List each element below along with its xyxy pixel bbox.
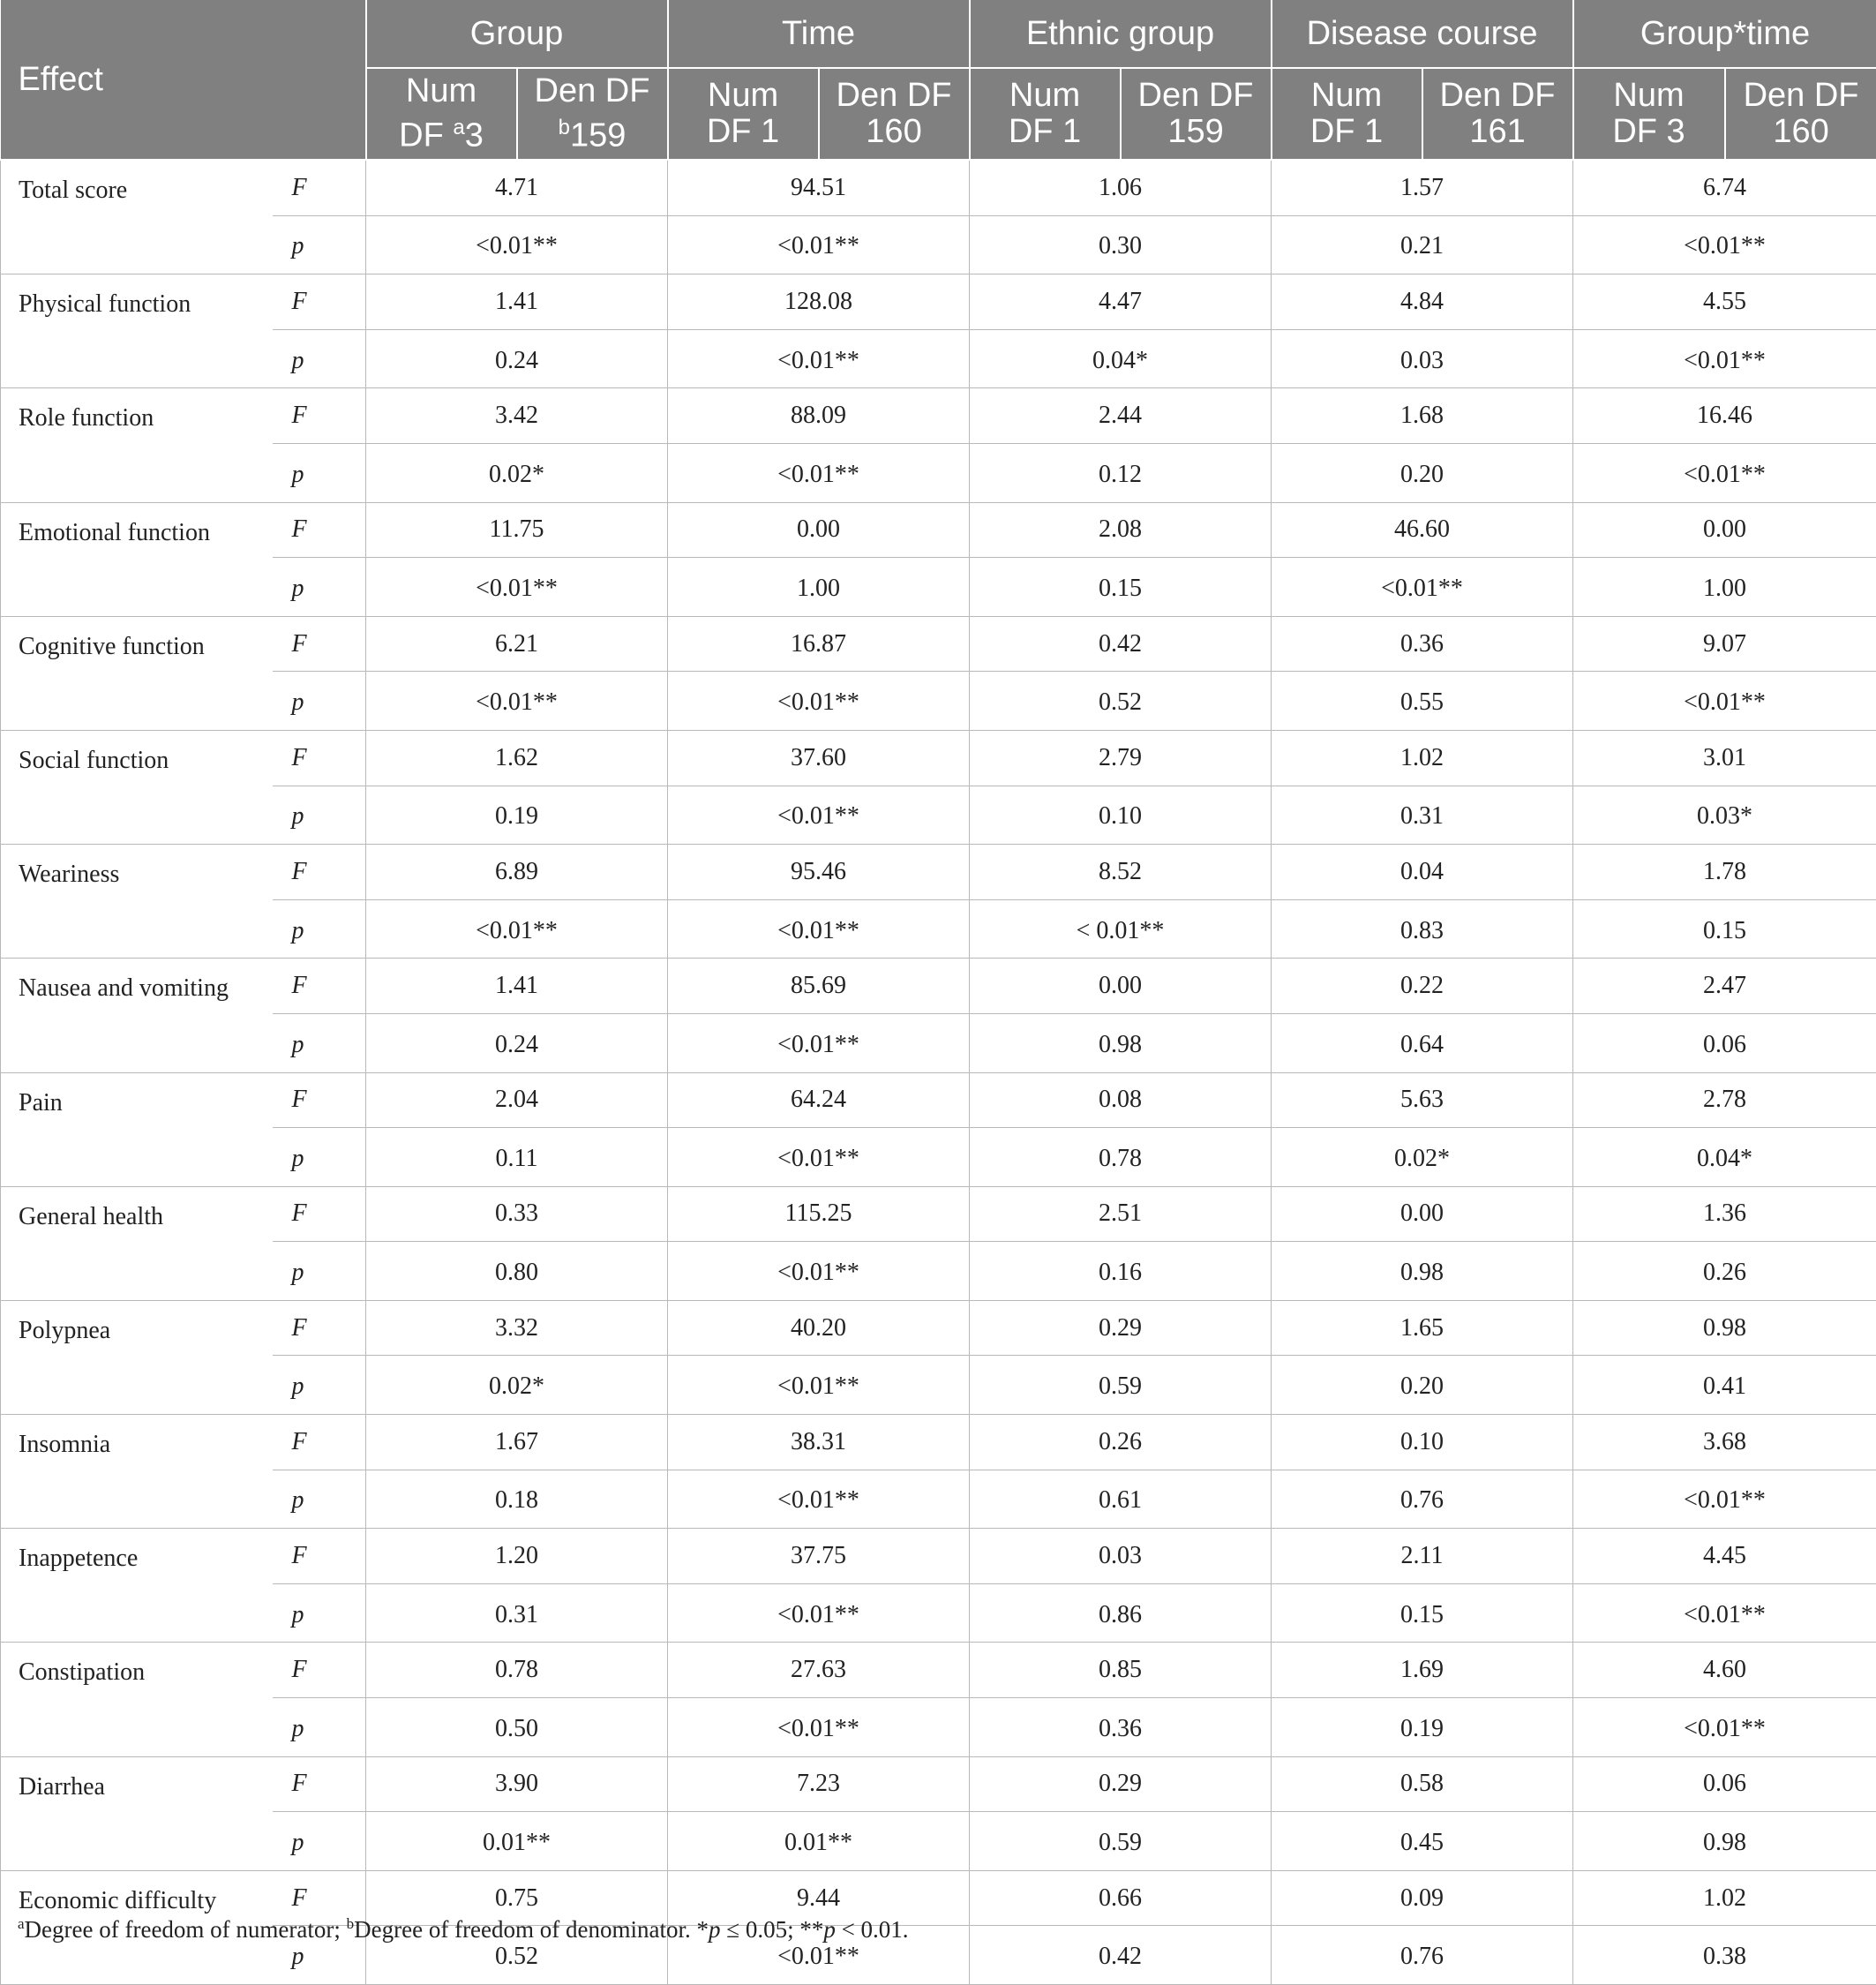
p-value-cell: 1.00 (1573, 558, 1876, 617)
time-num-df-header: Num DF 1 (668, 68, 819, 160)
p-value-cell: 0.02* (1272, 1128, 1573, 1187)
f-value-cell: 94.51 (668, 160, 970, 215)
f-value-cell: 1.02 (1573, 1870, 1876, 1926)
effect-name: Weariness (1, 845, 273, 959)
f-value-cell: 2.04 (366, 1072, 668, 1128)
f-value-cell: 3.68 (1573, 1415, 1876, 1470)
f-value-cell: 115.25 (668, 1186, 970, 1242)
p-value-label: p (273, 899, 366, 959)
p-value-label: p (273, 1013, 366, 1072)
table-row (1, 558, 1876, 617)
p-value-cell: <0.01** (668, 786, 970, 845)
f-value-cell: 0.33 (366, 1186, 668, 1242)
f-value-cell: 16.87 (668, 616, 970, 672)
table-row (1, 1013, 1876, 1072)
table-row (1, 274, 1876, 330)
p-value-cell: <0.01** (1573, 672, 1876, 731)
group-header: Group (366, 0, 668, 68)
p-value-cell: <0.01** (1573, 443, 1876, 502)
p-value-cell: <0.01** (1573, 329, 1876, 388)
p-value-cell: <0.01** (668, 1698, 970, 1757)
effect-name: Insomnia (1, 1415, 273, 1529)
f-statistic-label: F (273, 388, 366, 444)
p-value-cell: 0.64 (1272, 1013, 1573, 1072)
table-row (1, 443, 1876, 502)
f-value-cell: 37.60 (668, 730, 970, 786)
p-value-cell: 0.42 (970, 1926, 1272, 1985)
effect-name: Nausea and vomiting (1, 959, 273, 1072)
f-value-cell: 0.78 (366, 1643, 668, 1698)
f-value-cell: 8.52 (970, 845, 1272, 900)
p-value-cell: 0.76 (1272, 1926, 1573, 1985)
f-value-cell: 0.00 (1573, 502, 1876, 558)
f-value-cell: 85.69 (668, 959, 970, 1014)
p-value-cell: 0.12 (970, 443, 1272, 502)
f-value-cell: 0.22 (1272, 959, 1573, 1014)
f-value-cell: 1.57 (1272, 160, 1573, 215)
p-value-cell: <0.01** (668, 1128, 970, 1187)
p-value-cell: <0.01** (668, 1013, 970, 1072)
p-value-cell: 0.45 (1272, 1812, 1573, 1871)
effect-name: Emotional function (1, 502, 273, 616)
f-value-cell: 0.09 (1272, 1870, 1573, 1926)
p-value-cell: 0.19 (1272, 1698, 1573, 1757)
f-value-cell: 1.36 (1573, 1186, 1876, 1242)
p-value-cell: 0.20 (1272, 1356, 1573, 1415)
table-row (1, 1186, 1876, 1242)
f-statistic-label: F (273, 160, 366, 215)
f-value-cell: 6.89 (366, 845, 668, 900)
p-value-cell: 0.04* (970, 329, 1272, 388)
ethnic-num-df-header: Num DF 1 (970, 68, 1121, 160)
p-value-label: p (273, 443, 366, 502)
time-header: Time (668, 0, 970, 68)
table-row (1, 1356, 1876, 1415)
f-value-cell: 9.07 (1573, 616, 1876, 672)
f-value-cell: 4.84 (1272, 274, 1573, 330)
table-row (1, 1812, 1876, 1871)
f-statistic-label: F (273, 1643, 366, 1698)
f-statistic-label: F (273, 730, 366, 786)
f-statistic-label: F (273, 1870, 366, 1926)
p-value-cell: < 0.01** (970, 899, 1272, 959)
p-value-cell: 0.24 (366, 329, 668, 388)
f-value-cell: 1.67 (366, 1415, 668, 1470)
p-value-cell: 0.10 (970, 786, 1272, 845)
p-value-cell: <0.01** (668, 672, 970, 731)
f-value-cell: 38.31 (668, 1415, 970, 1470)
f-value-cell: 2.08 (970, 502, 1272, 558)
effect-name: Cognitive function (1, 616, 273, 730)
ethnic-group-header: Ethnic group (970, 0, 1272, 68)
p-value-cell: 0.98 (970, 1013, 1272, 1072)
disease-course-header: Disease course (1272, 0, 1573, 68)
p-value-cell: <0.01** (1573, 215, 1876, 274)
table-header (1, 0, 1876, 160)
p-value-cell: 0.80 (366, 1242, 668, 1301)
f-value-cell: 0.58 (1272, 1756, 1573, 1812)
p-value-label: p (273, 329, 366, 388)
p-value-cell: <0.01** (668, 443, 970, 502)
f-value-cell: 27.63 (668, 1643, 970, 1698)
table-row (1, 1072, 1876, 1128)
p-value-cell: <0.01** (668, 1583, 970, 1643)
table-row (1, 329, 1876, 388)
f-value-cell: 37.75 (668, 1529, 970, 1584)
f-statistic-label: F (273, 845, 366, 900)
f-value-cell: 2.44 (970, 388, 1272, 444)
f-value-cell: 1.41 (366, 959, 668, 1014)
f-value-cell: 0.66 (970, 1870, 1272, 1926)
p-value-label: p (273, 1470, 366, 1529)
f-value-cell: 0.00 (970, 959, 1272, 1014)
p-value-cell: <0.01** (366, 215, 668, 274)
f-value-cell: 0.42 (970, 616, 1272, 672)
disease-num-df-header: Num DF 1 (1272, 68, 1422, 160)
table-row (1, 1242, 1876, 1301)
f-value-cell: 0.08 (970, 1072, 1272, 1128)
f-value-cell: 0.03 (970, 1529, 1272, 1584)
f-statistic-label: F (273, 502, 366, 558)
table-row (1, 616, 1876, 672)
effect-name: Pain (1, 1072, 273, 1186)
f-value-cell: 6.74 (1573, 160, 1876, 215)
p-value-cell: 1.00 (668, 558, 970, 617)
table-row (1, 160, 1876, 215)
effect-name: Polypnea (1, 1300, 273, 1414)
p-value-label: p (273, 558, 366, 617)
p-value-cell: 0.11 (366, 1128, 668, 1187)
effect-name: Role function (1, 388, 273, 502)
f-value-cell: 4.60 (1573, 1643, 1876, 1698)
table-row (1, 1756, 1876, 1812)
f-value-cell: 5.63 (1272, 1072, 1573, 1128)
f-value-cell: 128.08 (668, 274, 970, 330)
p-value-cell: 0.55 (1272, 672, 1573, 731)
p-value-cell: <0.01** (668, 899, 970, 959)
grouptime-num-df-header: Num DF 3 (1573, 68, 1725, 160)
f-value-cell: 2.47 (1573, 959, 1876, 1014)
group-num-df-header: Num DF $^a$3 (366, 68, 517, 160)
f-value-cell: 1.02 (1272, 730, 1573, 786)
effect-name: Inappetence (1, 1529, 273, 1643)
p-value-cell: 0.24 (366, 1013, 668, 1072)
ethnic-den-df-header: Den DF 159 (1121, 68, 1272, 160)
f-value-cell: 0.29 (970, 1300, 1272, 1356)
p-value-label: p (273, 1242, 366, 1301)
p-value-cell: 0.19 (366, 786, 668, 845)
table-row (1, 1415, 1876, 1470)
f-value-cell: 88.09 (668, 388, 970, 444)
p-value-cell: 0.15 (970, 558, 1272, 617)
time-den-df-header: Den DF 160 (819, 68, 970, 160)
p-value-cell: 0.59 (970, 1812, 1272, 1871)
f-value-cell: 3.90 (366, 1756, 668, 1812)
f-statistic-label: F (273, 274, 366, 330)
table-row (1, 502, 1876, 558)
table-row (1, 786, 1876, 845)
table-row (1, 1529, 1876, 1584)
p-value-cell: 0.41 (1573, 1356, 1876, 1415)
p-value-cell: 0.20 (1272, 443, 1573, 502)
p-value-cell: 0.83 (1272, 899, 1573, 959)
group-time-header: Group*time (1573, 0, 1876, 68)
p-value-label: p (273, 1812, 366, 1871)
f-value-cell: 4.55 (1573, 274, 1876, 330)
f-value-cell: 95.46 (668, 845, 970, 900)
p-value-label: p (273, 1128, 366, 1187)
disease-den-df-header: Den DF 161 (1422, 68, 1573, 160)
f-value-cell: 1.62 (366, 730, 668, 786)
f-value-cell: 1.41 (366, 274, 668, 330)
f-value-cell: 16.46 (1573, 388, 1876, 444)
table-row (1, 1470, 1876, 1529)
table-row (1, 1698, 1876, 1757)
table-footnote: $^a$Degree of freedom of numerator; $^b$Degree of freedom of denominator. *p ≤ 0.05; **p < 0.01. (18, 1915, 909, 1944)
effect-name: Social function (1, 730, 273, 844)
f-value-cell: 4.45 (1573, 1529, 1876, 1584)
f-statistic-label: F (273, 1186, 366, 1242)
f-value-cell: 0.98 (1573, 1300, 1876, 1356)
p-value-cell: <0.01** (366, 672, 668, 731)
p-value-cell: 0.16 (970, 1242, 1272, 1301)
f-value-cell: 0.75 (366, 1870, 668, 1926)
p-value-cell: <0.01** (1573, 1470, 1876, 1529)
p-value-cell: 0.98 (1573, 1812, 1876, 1871)
p-value-cell: <0.01** (668, 1926, 970, 1985)
p-value-cell: 0.50 (366, 1698, 668, 1757)
f-value-cell: 2.51 (970, 1186, 1272, 1242)
p-value-cell: 0.30 (970, 215, 1272, 274)
p-value-label: p (273, 786, 366, 845)
p-value-cell: <0.01** (668, 1242, 970, 1301)
table-row (1, 899, 1876, 959)
f-value-cell: 0.00 (1272, 1186, 1573, 1242)
f-value-cell: 4.47 (970, 274, 1272, 330)
f-value-cell: 7.23 (668, 1756, 970, 1812)
p-value-cell: <0.01** (668, 329, 970, 388)
f-value-cell: 6.21 (366, 616, 668, 672)
p-value-cell: 0.38 (1573, 1926, 1876, 1985)
f-value-cell: 1.69 (1272, 1643, 1573, 1698)
f-value-cell: 0.00 (668, 502, 970, 558)
p-value-cell: 0.06 (1573, 1013, 1876, 1072)
p-value-cell: 0.36 (970, 1698, 1272, 1757)
f-value-cell: 40.20 (668, 1300, 970, 1356)
p-value-cell: 0.01** (668, 1812, 970, 1871)
p-value-cell: 0.76 (1272, 1470, 1573, 1529)
table-row (1, 1300, 1876, 1356)
effect-name: General health (1, 1186, 273, 1300)
p-value-label: p (273, 1583, 366, 1643)
table-row (1, 388, 1876, 444)
p-value-label: p (273, 1926, 366, 1985)
p-value-cell: 0.98 (1272, 1242, 1573, 1301)
effect-name: Diarrhea (1, 1756, 273, 1870)
p-value-cell: 0.52 (366, 1926, 668, 1985)
f-statistic-label: F (273, 959, 366, 1014)
p-value-cell: 0.18 (366, 1470, 668, 1529)
f-value-cell: 0.10 (1272, 1415, 1573, 1470)
p-value-cell: 0.02* (366, 443, 668, 502)
f-value-cell: 2.11 (1272, 1529, 1573, 1584)
group-den-df-header: Den DF $^b$159 (517, 68, 668, 160)
p-value-label: p (273, 215, 366, 274)
p-value-cell: 0.31 (366, 1583, 668, 1643)
f-value-cell: 1.06 (970, 160, 1272, 215)
p-value-label: p (273, 672, 366, 731)
f-value-cell: 0.36 (1272, 616, 1573, 672)
p-value-cell: <0.01** (668, 1470, 970, 1529)
f-value-cell: 1.68 (1272, 388, 1573, 444)
f-value-cell: 11.75 (366, 502, 668, 558)
p-value-label: p (273, 1698, 366, 1757)
p-value-cell: 0.03* (1573, 786, 1876, 845)
table-row (1, 1583, 1876, 1643)
f-value-cell: 46.60 (1272, 502, 1573, 558)
grouptime-den-df-header: Den DF 160 (1725, 68, 1876, 160)
table-row (1, 1128, 1876, 1187)
effect-name: Physical function (1, 274, 273, 388)
f-value-cell: 2.79 (970, 730, 1272, 786)
table-row (1, 959, 1876, 1014)
p-value-cell: 0.01** (366, 1812, 668, 1871)
f-statistic-label: F (273, 616, 366, 672)
f-value-cell: 1.20 (366, 1529, 668, 1584)
p-value-cell: <0.01** (1573, 1698, 1876, 1757)
effect-name: Total score (1, 160, 273, 274)
p-value-cell: 0.26 (1573, 1242, 1876, 1301)
f-statistic-label: F (273, 1415, 366, 1470)
f-value-cell: 1.65 (1272, 1300, 1573, 1356)
table-row (1, 845, 1876, 900)
p-value-cell: 0.04* (1573, 1128, 1876, 1187)
p-value-cell: 0.61 (970, 1470, 1272, 1529)
table-row (1, 672, 1876, 731)
p-value-cell: 0.03 (1272, 329, 1573, 388)
f-value-cell: 64.24 (668, 1072, 970, 1128)
p-value-cell: 0.02* (366, 1356, 668, 1415)
p-value-cell: <0.01** (366, 899, 668, 959)
p-value-cell: 0.59 (970, 1356, 1272, 1415)
f-value-cell: 4.71 (366, 160, 668, 215)
p-value-cell: <0.01** (668, 1356, 970, 1415)
f-statistic-label: F (273, 1756, 366, 1812)
p-value-cell: <0.01** (668, 215, 970, 274)
f-value-cell: 0.85 (970, 1643, 1272, 1698)
table-row (1, 215, 1876, 274)
p-value-label: p (273, 1356, 366, 1415)
f-statistic-label: F (273, 1300, 366, 1356)
p-value-cell: <0.01** (1272, 558, 1573, 617)
p-value-cell: <0.01** (366, 558, 668, 617)
effect-name: Economic difficulty (1, 1870, 273, 1984)
f-statistic-label: F (273, 1072, 366, 1128)
table-body (1, 160, 1876, 1985)
p-value-cell: 0.52 (970, 672, 1272, 731)
f-value-cell: 3.42 (366, 388, 668, 444)
p-value-cell: 0.31 (1272, 786, 1573, 845)
p-value-cell: 0.15 (1573, 899, 1876, 959)
p-value-cell: 0.21 (1272, 215, 1573, 274)
f-value-cell: 2.78 (1573, 1072, 1876, 1128)
effect-header: Effect (1, 0, 366, 160)
f-value-cell: 9.44 (668, 1870, 970, 1926)
p-value-cell: 0.86 (970, 1583, 1272, 1643)
f-value-cell: 0.04 (1272, 845, 1573, 900)
f-statistic-label: F (273, 1529, 366, 1584)
table-row (1, 730, 1876, 786)
f-value-cell: 0.06 (1573, 1756, 1876, 1812)
table-row (1, 1643, 1876, 1698)
effect-name: Constipation (1, 1643, 273, 1756)
f-value-cell: 0.29 (970, 1756, 1272, 1812)
p-value-cell: 0.15 (1272, 1583, 1573, 1643)
f-value-cell: 1.78 (1573, 845, 1876, 900)
f-value-cell: 0.26 (970, 1415, 1272, 1470)
f-value-cell: 3.32 (366, 1300, 668, 1356)
f-value-cell: 3.01 (1573, 730, 1876, 786)
p-value-cell: 0.78 (970, 1128, 1272, 1187)
p-value-cell: <0.01** (1573, 1583, 1876, 1643)
